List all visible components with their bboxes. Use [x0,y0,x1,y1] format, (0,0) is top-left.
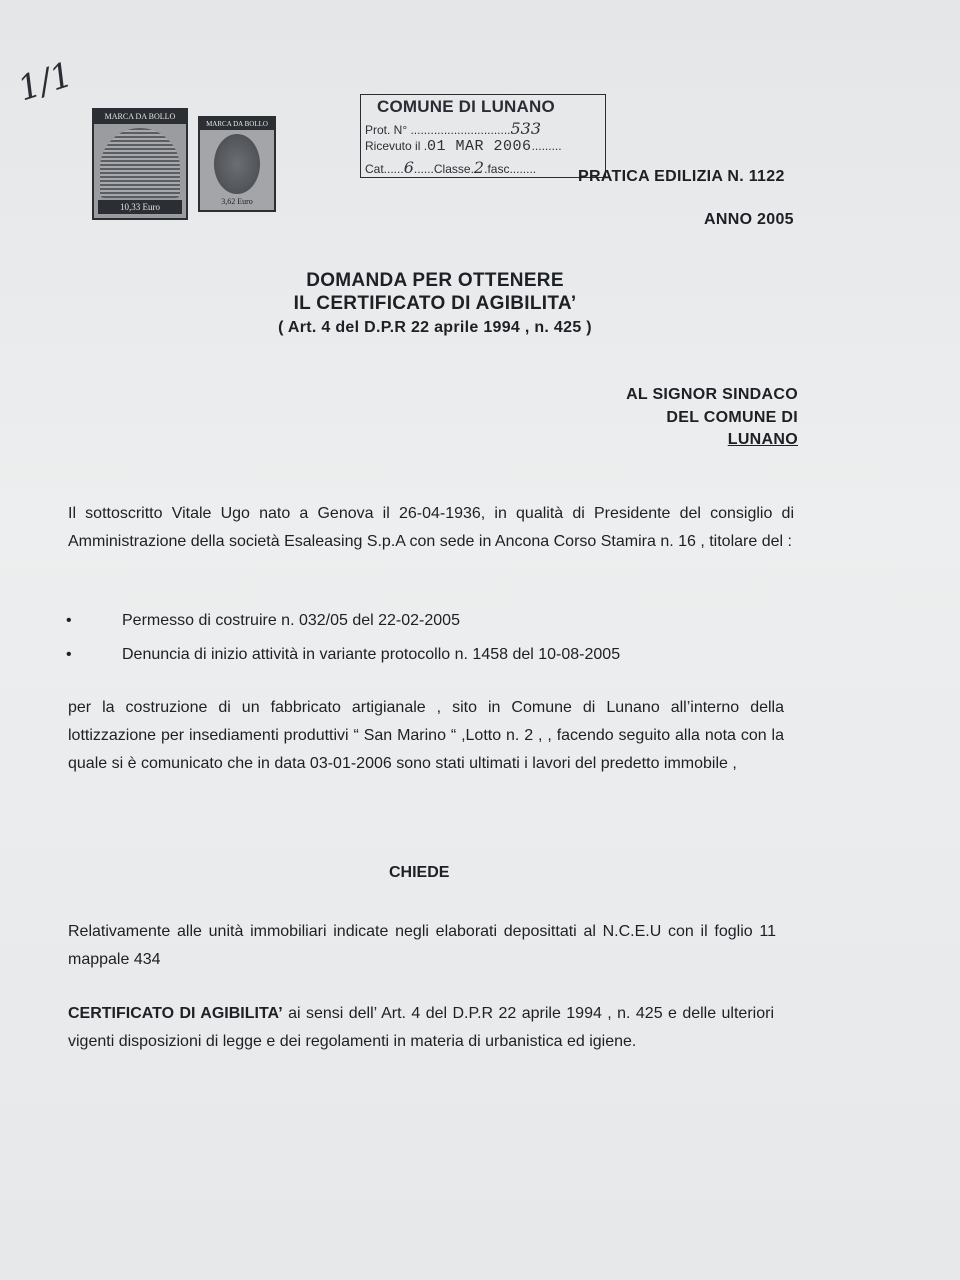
protocol-stamp-title: COMUNE DI LUNANO [377,97,555,116]
certificate-title: CERTIFICATO DI AGIBILITA’ [68,1005,283,1022]
certificate-paragraph [68,1000,774,1056]
stamp-value: 10,33 Euro [98,200,182,214]
prot-label: Prot. N° [365,123,408,137]
addressee-line-3: LUNANO [727,431,798,448]
addressee-line-2: DEL COMUNE DI [666,409,798,426]
classe-label: Classe [433,162,471,176]
addressee-line-1: AL SIGNOR SINDACO [626,386,798,403]
certificate-text: ai sensi dell’ Art. 4 del D.P.R 22 aprile 1994 , n. 425 e delle ulteriori vigenti disposizioni di legge e dei regolamenti in materia di urbanistica ed igiene. [68,1005,774,1050]
title-line-1: DOMANDA PER OTTENERE [306,270,564,291]
list-item-text: Permesso di costruire n. 032/05 del 22-02-2005 [122,612,460,629]
intro-paragraph: Il sottoscritto Vitale Ugo nato a Genova il 26-04-1936, in qualità di Presidente del consiglio di Amministrazione della società Esaleasing S.p.A con sede in Ancona Corso Stamira n. 16 , titolare del : [68,505,794,550]
bullet-icon: • [66,646,72,663]
list-item-text: Denuncia di inizio attività in variante protocollo n. 1458 del 10-08-2005 [122,646,621,663]
bullet-icon: • [66,612,72,629]
classification-row: Cat......6......Classe.2.fasc........ [365,158,537,177]
stamp-header: MARCA DA BOLLO [94,110,186,124]
handwritten-mark: 1/1 [13,54,78,110]
cat-label: Cat. [365,162,388,176]
protocol-stamp [360,94,606,178]
list-item [66,646,620,664]
received-date-row: Ricevuto il .01 MAR 2006......... [365,138,562,155]
pratica-number: PRATICA EDILIZIA N. 1122 [578,168,785,185]
protocol-number-row: Prot. N° ..............................533 [365,119,542,138]
portrait-stamp-image [214,134,260,194]
classe-value: 2 [473,158,485,177]
revenue-stamp-large [92,108,188,220]
units-paragraph: Relativamente alle unità immobiliari indicate negli elaborati deposittati al N.C.E.U con il foglio 11 mappale 434 [68,923,776,968]
chiede-heading: CHIEDE [389,864,450,881]
ricevuto-date: 01 MAR 2006 [427,138,532,155]
revenue-stamp-small [198,116,276,212]
anno: ANNO 2005 [704,211,794,228]
cat-value: 6 [403,158,414,177]
colosseum-stamp-image [100,128,180,198]
fasc-label: fasc. [487,162,513,176]
stamp-header: MARCA DA BOLLO [200,118,274,130]
ricevuto-label: Ricevuto il [365,139,421,153]
stamp-value: 3,62 Euro [221,197,253,206]
construction-paragraph: per la costruzione di un fabbricato artigianale , sito in Comune di Lunano all’interno della lottizzazione per insediamenti produttivi “ San Marino “ ,Lotto n. 2 , , facendo seguito alla nota con la quale si è comunicato che in data 03-01-2006 sono stati ultimati i lavori del predetto immobile , [68,699,784,772]
title-line-3: ( Art. 4 del D.P.R 22 aprile 1994 , n. 425 ) [278,319,592,336]
title-line-2: IL CERTIFICATO DI AGIBILITA’ [293,293,577,314]
prot-value: 533 [510,119,542,138]
list-item [66,612,460,630]
